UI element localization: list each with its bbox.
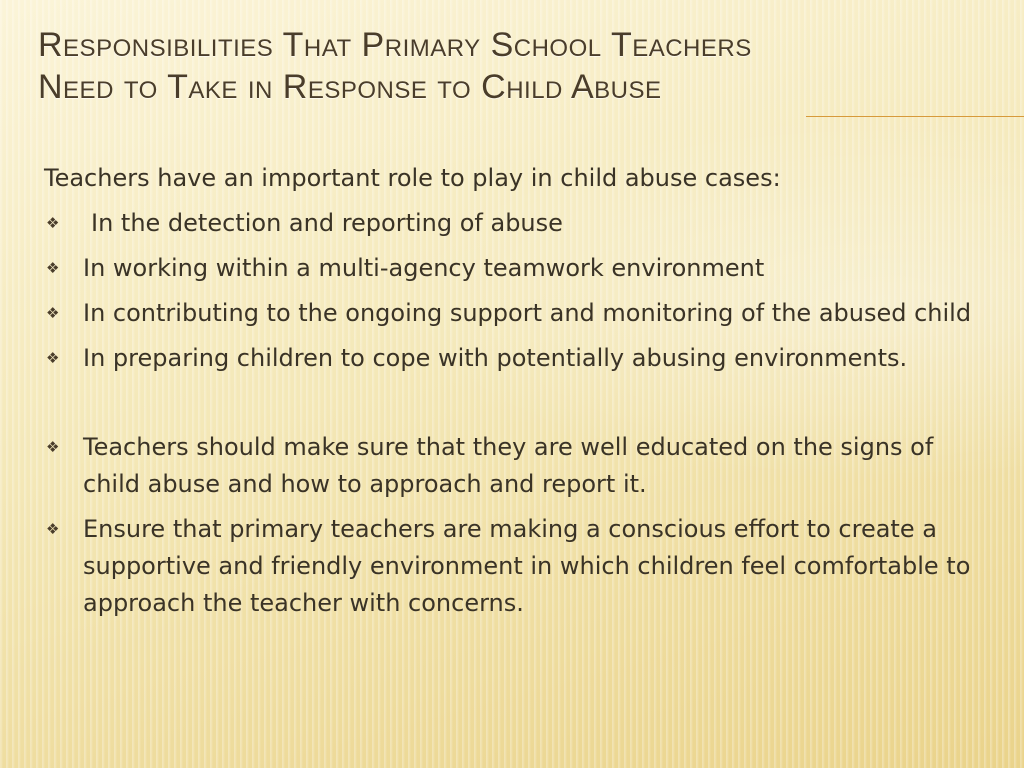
diamond-bullet-icon: ❖ [46, 349, 60, 367]
list-item-text: In contributing to the ongoing support and monitoring of the abused child [83, 299, 972, 327]
diamond-bullet-icon: ❖ [46, 520, 60, 538]
intro-text: Teachers have an important role to play in child abuse cases: [44, 164, 781, 192]
title-underline-rule [806, 116, 1024, 117]
slide-title [38, 24, 988, 108]
slide-title-line-2: Need to Take in Response to Child Abuse [38, 68, 662, 106]
list-item [44, 250, 994, 287]
bullet-list [44, 205, 994, 622]
list-item-text: Ensure that primary teachers are making a conscious effort to create a supportive and friendly environment in which children feel comfortable to approach the teacher with concerns. [83, 515, 971, 617]
list-item [44, 295, 994, 332]
list-item [44, 429, 994, 503]
slide-body [44, 160, 994, 630]
list-item-text: Teachers should make sure that they are well educated on the signs of child abuse and how to approach and report it. [83, 433, 934, 498]
diamond-bullet-icon: ❖ [46, 214, 60, 232]
list-item-text: In preparing children to cope with potentially abusing environments. [83, 344, 908, 372]
list-item [44, 511, 994, 622]
diamond-bullet-icon: ❖ [46, 259, 60, 277]
diamond-bullet-icon: ❖ [46, 438, 60, 456]
list-item-text: In working within a multi-agency teamwork environment [83, 254, 765, 282]
list-item [44, 340, 994, 377]
list-item [44, 205, 994, 242]
diamond-bullet-icon: ❖ [46, 304, 60, 322]
slide-title-line-1: Responsibilities That Primary School Teachers [38, 26, 752, 64]
list-item-text: In the detection and reporting of abuse [91, 209, 563, 237]
